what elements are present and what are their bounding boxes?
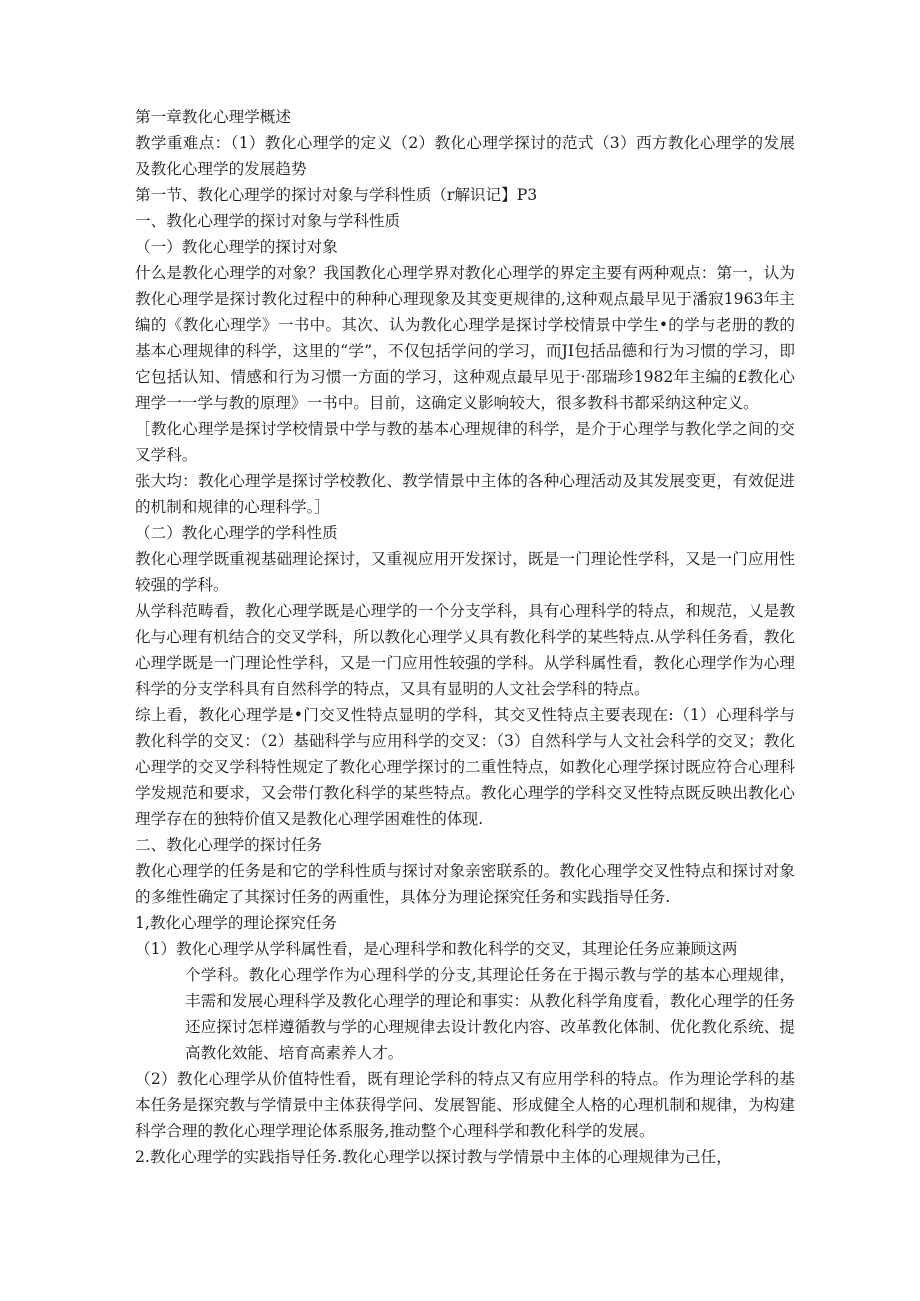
subsection-heading: （一）教化心理学的探讨对象 xyxy=(135,238,338,256)
body-paragraph: 从学科范畴看，教化心理学既是心理学的一个分支学科，具有心理科学的特点，和规范，乂是教化与心理有机结合的交叉学科，所以教化心理学乂具有教化科学的某些特点.从学科任务看，教化心理学既是一门理论性学科，又是一门应用性较强的学科。从学科属性看，教化心理学作为心理科学的分支学科具有自然科学的特点，又具有显明的人文社会学科的特点。 xyxy=(135,602,795,698)
body-paragraph: 什么是教化心理学的对象？我国教化心理学界对教化心理学的界定主要有两种观点：第一，认为教化心理学是探讨教化过程中的种种心理现象及其变更规律的,这种观点最早见于潘寂1963年主编的《教化心理学》一书中。其次、认为教化心理学是探讨学校情景中学生•的学与老册的教的基本心理规律的科学，这里的“学”，不仅包括学问的学习，而JI包括品德和行为习惯的学习，即它包括认知、情感和行为习惯一方面的学习，这种观点最早见于·邵瑞珍1982年主编的£教化心理学一一学与教的原理》一书中。目前，这确定义影响较大，很多教科书都采纳这种定义。 xyxy=(135,264,795,412)
body-paragraph: 教化心理学既重视基础理论探讨，又重视应用开发探讨，既是一门理论性学科，又是一门应用性较强的学科。 xyxy=(135,550,795,594)
chapter-title: 第一章教化心理学概述 xyxy=(135,108,291,126)
body-paragraph: 教化心理学的任务是和它的学科性质与探讨对象亲密联系的。教化心理学交叉性特点和探讨对象的多维性确定了其探讨任务的两重性，具体分为理论探究任务和实践指导任务. xyxy=(135,862,795,906)
subsection-heading: 一、教化心理学的探讨对象与学科性质 xyxy=(135,212,401,230)
list-item: （2）教化心理学从价值特性看，既有理论学科的特点又有应用学科的特点。作为理论学科的基本任务是探究教与学情景中主体获得学问、发展智能、形成健全人格的心理机制和规律，为构建科学合理的教化心理学理论体系服务,推动整个心理科学和教化科学的发展。 xyxy=(135,1070,795,1140)
body-paragraph: 综上看，教化心理学是•门交叉性特点显明的学科，其交叉性特点主要表现在:（1）心理科学与教化科学的交叉：（2）基础科学与应用科学的交叉：（3）自然科学与人文社会科学的交叉；教化心理学的交叉学科特性规定了教化心理学探讨的二重性特点，如教化心理学探讨既应符合心理科学发规范和要求，又会带仃教化科学的某些特点。教化心理学的学科交叉性特点既反映出教化心理学存在的独特价值又是教化心理学困难性的体现. xyxy=(135,706,795,828)
body-paragraph: 2.教化心理学的实践指导任务.教化心理学以探讨教与学情景中主体的心理规律为己任， xyxy=(135,1148,732,1166)
list-heading: 1,教化心理学的理论探究任务 xyxy=(135,914,338,932)
list-item: （1）教化心理学从学科属性看，是心理科学和教化科学的交叉，其理论任务应兼顾这两 xyxy=(135,940,738,958)
list-item-continuation: 个学科。教化心理学作为心理科学的分支,其理论任务在于揭示教与学的基本心理规律，丰需和发展心理科学及教化心理学的理论和事实：从教化科学角度看，教化心理学的任务还应探讨怎样遵循教与学的心理规律去设计教化内容、改革教化体制、优化教化系统、提高教化效能、培育高素养人才。 xyxy=(185,966,795,1062)
definition-paragraph: 张大均：教化心理学是探讨学校教化、教学情景中主体的各种心理活动及其发展变更，有效促进的机制和规律的心理科学。］ xyxy=(135,472,795,516)
key-points-paragraph: 教学重难点：（1）教化心理学的定义（2）教化心理学探讨的范式（3）西方教化心理学的发展及教化心理学的发展趋势 xyxy=(135,134,795,178)
definition-paragraph: ［教化心理学是探讨学校情景中学与教的基本心理规律的科学，是介于心理学与教化学之间的交叉学科。 xyxy=(135,420,795,464)
subsection-heading: 二、教化心理学的探讨任务 xyxy=(135,836,323,854)
subsection-heading: （二）教化心理学的学科性质 xyxy=(135,524,338,542)
section-heading: 第一节、教化心理学的探讨对象与学科性质（r解识记】P3 xyxy=(135,186,538,204)
document-body xyxy=(135,104,795,1170)
